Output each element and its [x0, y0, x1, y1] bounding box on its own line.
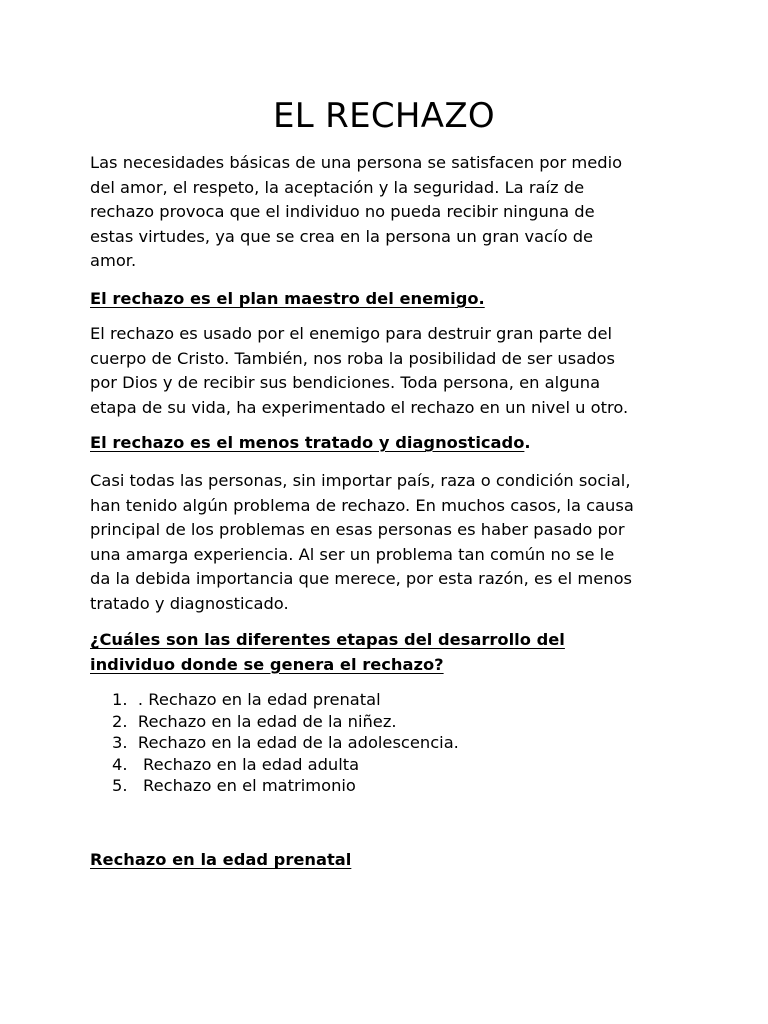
section-heading-text: El rechazo es el plan maestro del enemigo. [90, 289, 485, 308]
section-heading-least-treated [90, 431, 680, 456]
list-item: 5. Rechazo en el matrimonio [112, 776, 356, 796]
intro-line: rechazo provoca que el individuo no pueda recibir ninguna de [90, 202, 595, 222]
list-item: 4. Rechazo en la edad adulta [112, 754, 360, 774]
paragraph-line: han tenido algún problema de rechazo. En muchos casos, la causa [90, 495, 634, 515]
section-heading-stages [90, 628, 680, 677]
stages-list [112, 689, 459, 797]
section-heading-prenatal [90, 848, 680, 873]
paragraph-line: principal de los problemas en esas personas es haber pasado por [90, 520, 625, 540]
intro-line: del amor, el respeto, la aceptación y la seguridad. La raíz de [90, 177, 585, 197]
list-item: 3. Rechazo en la edad de la adolescencia. [112, 733, 459, 753]
intro-line: amor. [90, 251, 137, 271]
paragraph-line: cuerpo de Cristo. También, nos roba la posibilidad de ser usados [90, 348, 615, 368]
section-heading-text: individuo donde se genera el rechazo? [90, 654, 444, 674]
enemy-plan-paragraph [90, 322, 680, 420]
section-heading-text: El rechazo es el menos tratado y diagnosticado [90, 433, 525, 452]
section-heading-period: . [524, 433, 531, 452]
list-item: 2. Rechazo en la edad de la niñez. [112, 711, 397, 731]
paragraph-line: Casi todas las personas, sin importar país, raza o condición social, [90, 471, 631, 490]
paragraph-line: por Dios y de recibir sus bendiciones. Toda persona, en alguna [90, 373, 601, 393]
section-heading-text: ¿Cuáles son las diferentes etapas del desarrollo del [90, 630, 565, 649]
intro-line: estas virtudes, ya que se crea en la persona un gran vacío de [90, 226, 594, 246]
document-title: EL RECHAZO [273, 96, 495, 136]
paragraph-line: El rechazo es usado por el enemigo para destruir gran parte del [90, 324, 613, 343]
paragraph-line: tratado y diagnosticado. [90, 593, 289, 613]
least-treated-paragraph [90, 469, 680, 617]
intro-line: Las necesidades básicas de una persona se satisfacen por medio [90, 153, 623, 172]
paragraph-line: una amarga experiencia. Al ser un problema tan común no se le [90, 544, 615, 564]
section-heading-enemy-plan [90, 287, 680, 312]
intro-paragraph [90, 151, 680, 274]
section-heading-text: Rechazo en la edad prenatal [90, 850, 352, 869]
paragraph-line: etapa de su vida, ha experimentado el rechazo en un nivel u otro. [90, 397, 629, 417]
paragraph-line: da la debida importancia que merece, por esta razón, es el menos [90, 569, 633, 589]
list-item: 1. . Rechazo en la edad prenatal [112, 690, 381, 709]
